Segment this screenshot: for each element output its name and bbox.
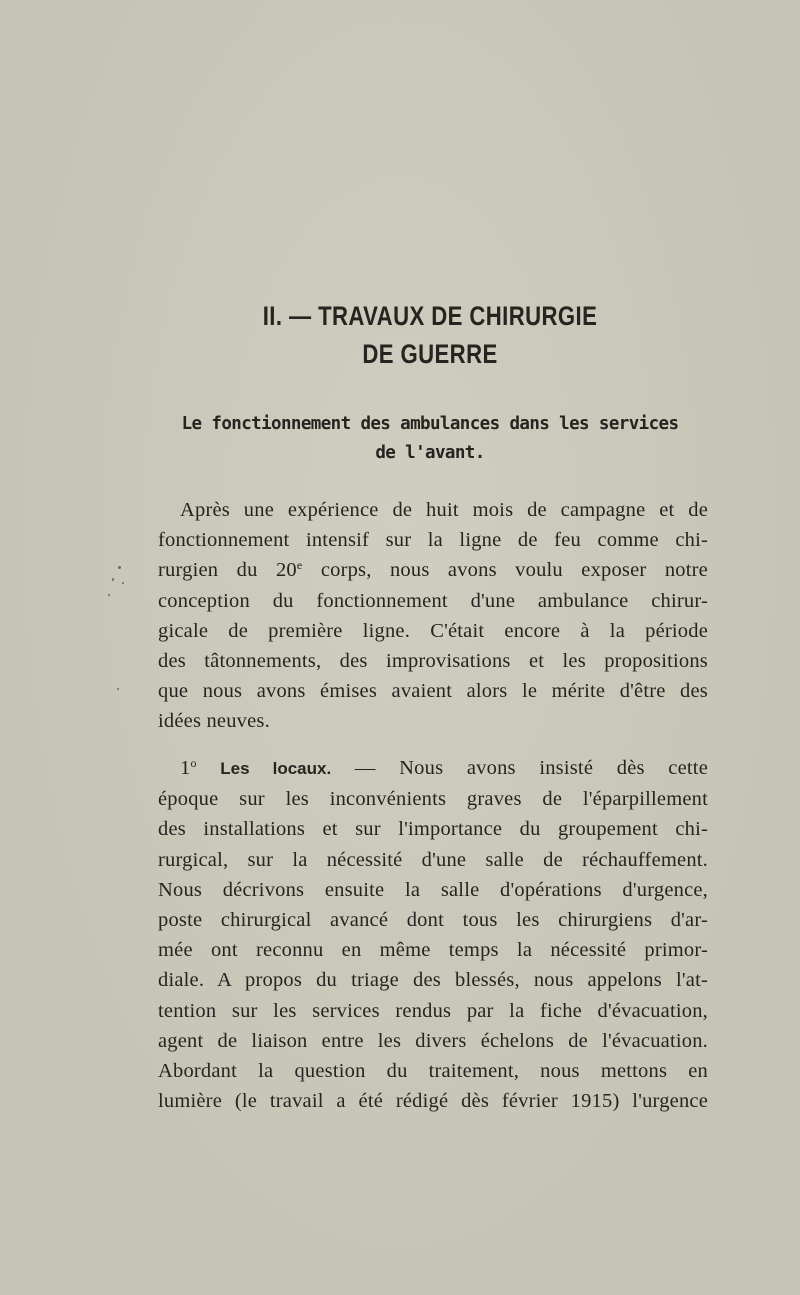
paper-speck <box>108 594 110 596</box>
paragraph-line: Abordant la question du traitement, nous mettons en <box>158 1060 708 1083</box>
paragraph-line: conception du fonctionnement d'une ambulance chirur- <box>158 589 708 612</box>
item-label: Les locaux. <box>220 759 332 778</box>
paragraph-line: fonctionnement intensif sur la ligne de feu comme chi- <box>158 529 708 552</box>
subtitle <box>150 410 710 468</box>
paragraph-line <box>158 753 708 784</box>
paragraph-2 <box>158 753 708 1116</box>
paper-speck <box>112 578 114 581</box>
paragraph-line: que nous avons émises avaient alors le mérite d'être des <box>158 680 708 703</box>
subtitle-line-1: Le fonctionnement des ambulances dans les services <box>181 414 679 434</box>
paragraph-line-start: rurgien du 20 <box>158 559 297 582</box>
superscript: o <box>190 756 197 770</box>
paragraph-line: idées neuves. <box>158 710 270 733</box>
paragraph-1 <box>158 495 708 737</box>
section-title-line-1: II. — TRAVAUX DE CHIRURGIE <box>262 301 598 331</box>
paragraph-line: Nous décrivons ensuite la salle d'opérations d'urgence, <box>158 878 708 901</box>
section-title-line-2: DE GUERRE <box>362 339 498 369</box>
paragraph-line: des tâtonnements, des improvisations et les propositions <box>158 650 708 673</box>
paper-speck <box>118 566 121 569</box>
paragraph-line: lumière (le travail a été rédigé dès février 1915) l'urgence <box>158 1090 708 1113</box>
paragraph-line: époque sur les inconvénients graves de l'éparpillement <box>158 788 708 811</box>
paragraph-line: diale. A propos du triage des blessés, nous appelons l'at- <box>158 969 708 992</box>
paper-speck <box>122 582 124 584</box>
subtitle-line-2: de l'avant. <box>375 443 485 463</box>
paragraph-line <box>158 555 708 585</box>
paragraph-line-end: corps, nous avons voulu exposer notre <box>302 559 708 582</box>
paragraph-line: agent de liaison entre les divers échelons de l'évacuation. <box>158 1029 708 1052</box>
paper-speck <box>117 688 119 690</box>
paragraph-line: Après une expérience de huit mois de campagne et de <box>180 499 708 521</box>
paragraph-line: des installations et sur l'importance du groupement chi- <box>158 818 708 841</box>
superscript: e <box>296 558 303 573</box>
paragraph-line: tention sur les services rendus par la fiche d'évacuation, <box>158 999 708 1022</box>
paragraph-line: mée ont reconnu en même temps la nécessité primor- <box>158 939 708 962</box>
paragraph-line-end: — Nous avons insisté dès cette <box>331 757 708 779</box>
paragraph-line: poste chirurgical avancé dont tous les chirurgiens d'ar- <box>158 909 708 932</box>
item-number: 1 <box>180 757 191 779</box>
paragraph-line: gicale de première ligne. C'était encore à la période <box>158 619 708 642</box>
paragraph-line: rurgical, sur la nécessité d'une salle de réchauffement. <box>158 848 708 871</box>
